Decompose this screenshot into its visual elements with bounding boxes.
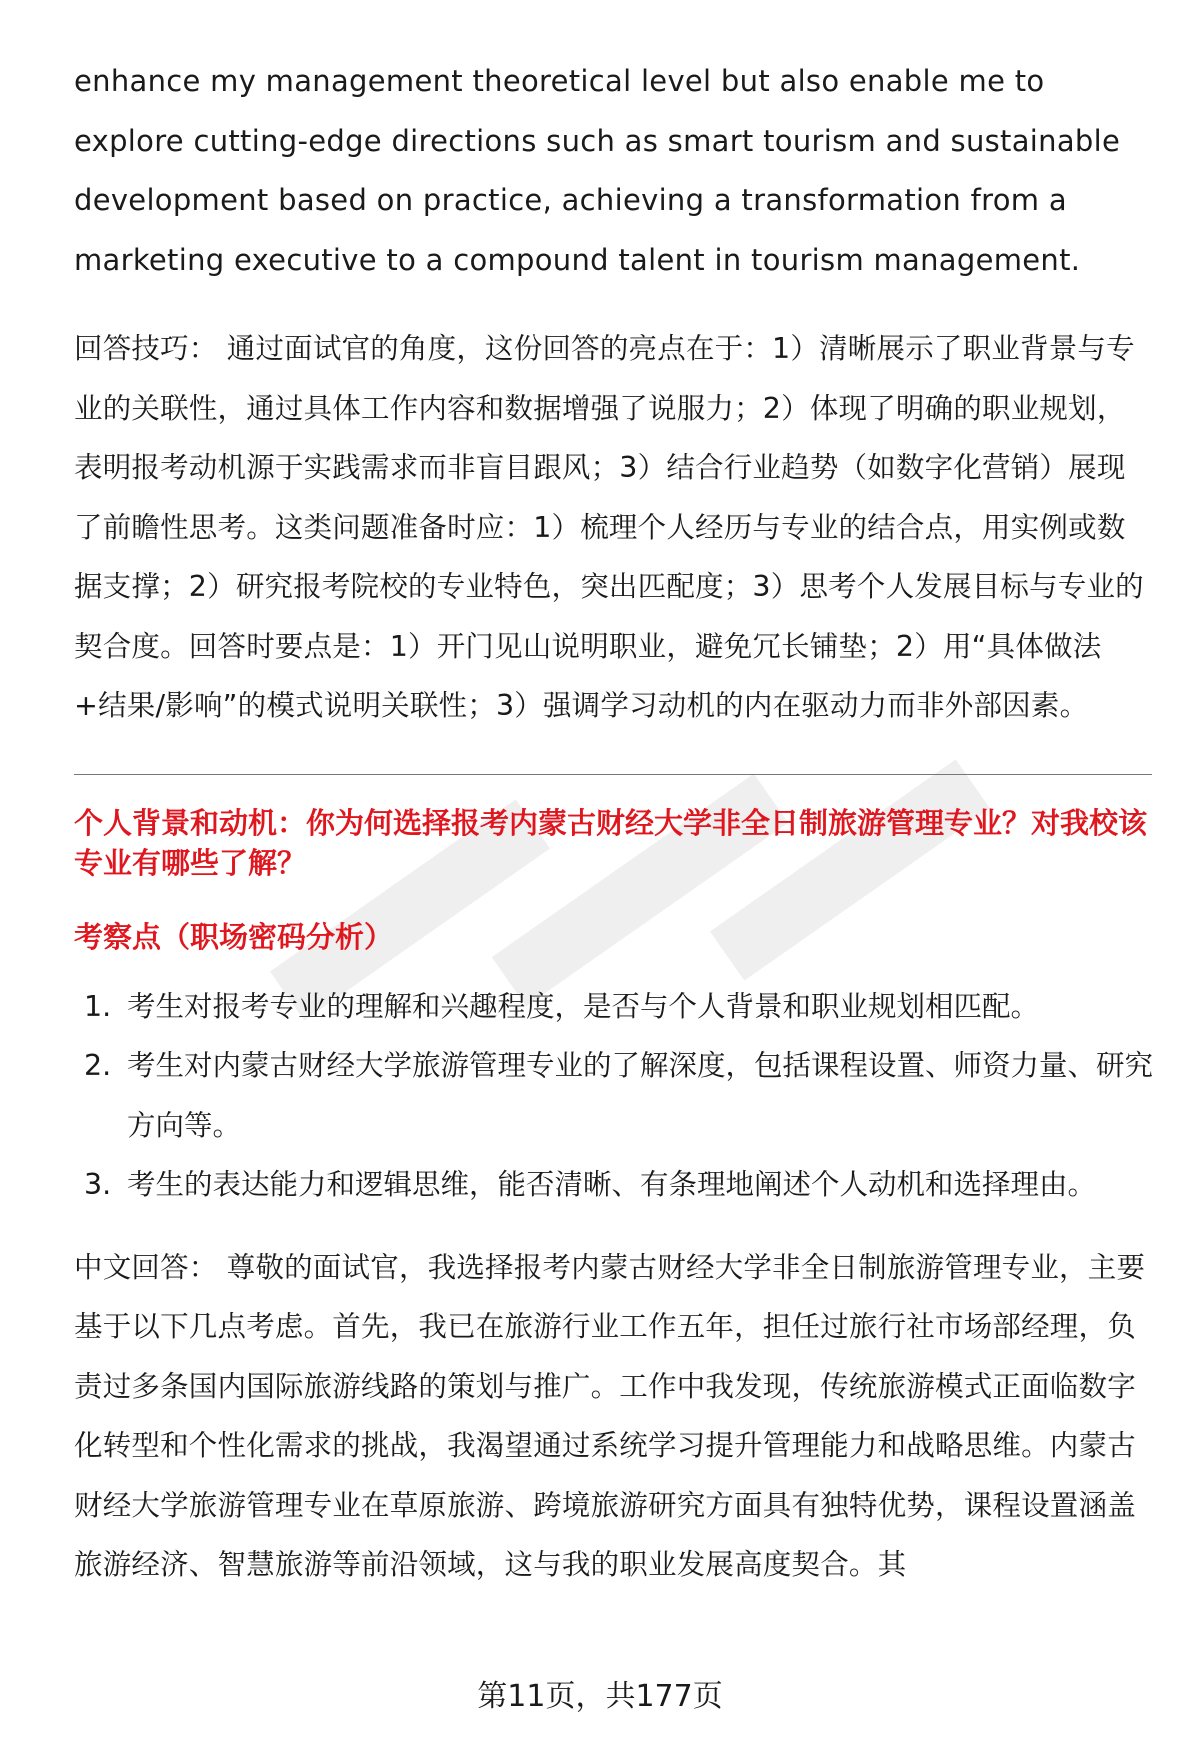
list-item-number: 3. — [84, 1168, 112, 1201]
list-item — [74, 1036, 1154, 1155]
question-title: 个人背景和动机：你为何选择报考内蒙古财经大学非全日制旅游管理专业？对我校该专业有哪些了解？ — [74, 805, 1148, 880]
list-item — [74, 1155, 1154, 1215]
list-item-text: 考生对报考专业的理解和兴趣程度，是否与个人背景和职业规划相匹配。 — [127, 989, 1040, 1023]
answer-tips-paragraph: 回答技巧： 通过面试官的角度，这份回答的亮点在于：1）清晰展示了职业背景与专业的关联性，通过具体工作内容和数据增强了说服力；2）体现了明确的职业规划，表明报考动机源于实践需求而非盲目跟风；3）结合行业趋势（如数字化营销）展现了前瞻性思考。这类问题准备时应：1）梳理个人经历与专业的结合点，用实例或数据支撑；2）研究报考院校的专业特色，突出匹配度；3）思考个人发展目标与专业的契合度。回答时要点是：1）开门见山说明职业，避免冗长铺垫；2）用“具体做法+结果/影响”的模式说明关联性；3）强调学习动机的内在驱动力而非外部因素。 — [74, 332, 1144, 722]
chinese-answer-paragraph: 中文回答： 尊敬的面试官，我选择报考内蒙古财经大学非全日制旅游管理专业，主要基于以下几点考虑。首先，我已在旅游行业工作五年，担任过旅行社市场部经理，负责过多条国内国际旅游线路的策划与推广。工作中我发现，传统旅游模式正面临数字化转型和个性化需求的挑战，我渴望通过系统学习提升管理能力和战略思维。内蒙古财经大学旅游管理专业在草原旅游、跨境旅游研究方面具有独特优势，课程设置涵盖旅游经济、智慧旅游等前沿领域，这与我的职业发展高度契合。其 — [74, 1250, 1146, 1581]
continuation-paragraph: enhance my management theoretical level but also enable me to explore cutting-edge directions such as smart tourism and sustainable development based on practice, achieving a transformation from a marketing executive to a compound talent in tourism management. — [74, 64, 1121, 277]
list-item-number: 1. — [84, 989, 112, 1023]
list-item — [74, 977, 1154, 1037]
document-page — [74, 52, 1154, 1595]
list-item-text: 考生的表达能力和逻辑思维，能否清晰、有条理地阐述个人动机和选择理由。 — [127, 1168, 1097, 1201]
assessment-heading: 考察点（职场密码分析） — [74, 919, 394, 954]
section-divider — [74, 774, 1152, 775]
list-item-text: 考生对内蒙古财经大学旅游管理专业的了解深度，包括课程设置、师资力量、研究方向等。 — [127, 1049, 1154, 1142]
page-number-footer: 第11页，共177页 — [477, 1679, 723, 1714]
assessment-points-list — [74, 977, 1154, 1215]
list-item-number: 2. — [84, 1049, 112, 1082]
